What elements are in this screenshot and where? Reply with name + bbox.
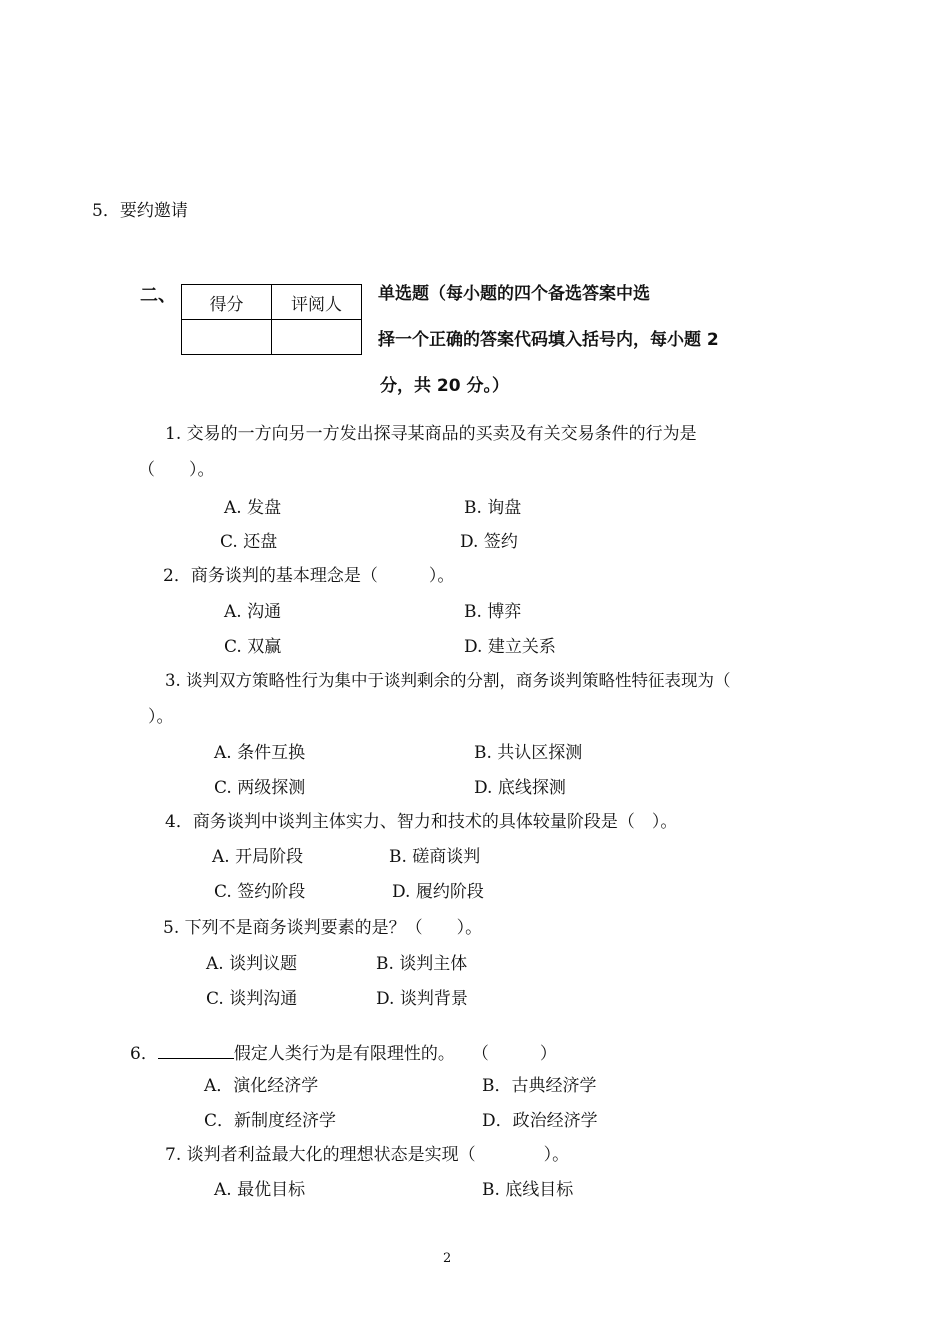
question-3-option-b: B. 共认区探测 [474, 743, 583, 763]
question-6-number: 6． [130, 1044, 158, 1064]
question-6-option-a: A．演化经济学 [204, 1076, 319, 1096]
question-3-stem: 3. 谈判双方策略性行为集中于谈判剩余的分割，商务谈判策略性特征表现为（ [165, 671, 731, 690]
section-instruction-line3: 分，共 20 分。） [380, 376, 509, 396]
question-5-option-b: B. 谈判主体 [376, 954, 468, 974]
question-2-stem: 2．商务谈判的基本理念是（ ）。 [163, 566, 455, 586]
question-4-option-c: C. 签约阶段 [214, 882, 306, 902]
question-2-option-b: B. 博弈 [464, 602, 522, 622]
reviewer-cell [272, 320, 362, 355]
reviewer-header: 评阅人 [272, 285, 362, 320]
question-5-option-c: C. 谈判沟通 [206, 989, 298, 1009]
section-instruction-line2: 择一个正确的答案代码填入括号内，每小题 2 [378, 330, 719, 350]
page-number: 2 [443, 1251, 452, 1266]
score-header: 得分 [182, 285, 272, 320]
question-7-option-b: B. 底线目标 [482, 1180, 574, 1200]
score-table [181, 284, 362, 355]
question-5-option-d: D. 谈判背景 [376, 989, 468, 1009]
question-7-option-a: A. 最优目标 [214, 1180, 306, 1200]
question-6-stem [130, 1040, 557, 1065]
question-3-stem-cont: ）。 [148, 707, 174, 727]
question-3-option-d: D. 底线探测 [474, 778, 566, 798]
question-4-stem: 4．商务谈判中谈判主体实力、智力和技术的具体较量阶段是（ ）。 [165, 812, 678, 832]
previous-item: 5．要约邀请 [92, 201, 188, 221]
question-3-option-c: C. 两级探测 [214, 778, 306, 798]
question-1-option-c: C. 还盘 [220, 532, 278, 552]
question-6-option-b: B．古典经济学 [482, 1076, 597, 1096]
question-1-stem-cont: （ ）。 [138, 460, 215, 480]
question-1-option-b: B. 询盘 [464, 498, 522, 518]
question-1-option-d: D. 签约 [460, 532, 518, 552]
score-cell [182, 320, 272, 355]
section-number: 二、 [140, 285, 176, 306]
question-6-option-d: D．政治经济学 [482, 1111, 598, 1131]
question-2-option-d: D. 建立关系 [464, 637, 556, 657]
question-7-stem: 7. 谈判者利益最大化的理想状态是实现（ ）。 [165, 1145, 570, 1165]
question-2-option-a: A. 沟通 [224, 602, 282, 622]
question-6-option-c: C．新制度经济学 [204, 1111, 337, 1131]
question-3-option-a: A. 条件互换 [214, 743, 306, 763]
question-5-option-a: A. 谈判议题 [206, 954, 298, 974]
question-4-option-d: D. 履约阶段 [392, 882, 484, 902]
question-4-option-b: B. 磋商谈判 [389, 847, 481, 867]
section-instruction-line1: 单选题（每小题的四个备选答案中选 [378, 284, 650, 304]
question-1-option-a: A. 发盘 [224, 498, 282, 518]
question-5-stem: 5. 下列不是商务谈判要素的是？（ ）。 [163, 918, 483, 938]
question-1-stem: 1. 交易的一方向另一方发出探寻某商品的买卖及有关交易条件的行为是 [165, 424, 697, 444]
question-2-option-c: C. 双赢 [224, 637, 282, 657]
question-6-blank [158, 1040, 234, 1059]
question-6-stem-text: 假定人类行为是有限理性的。 （ ） [233, 1044, 557, 1064]
question-4-option-a: A. 开局阶段 [212, 847, 304, 867]
